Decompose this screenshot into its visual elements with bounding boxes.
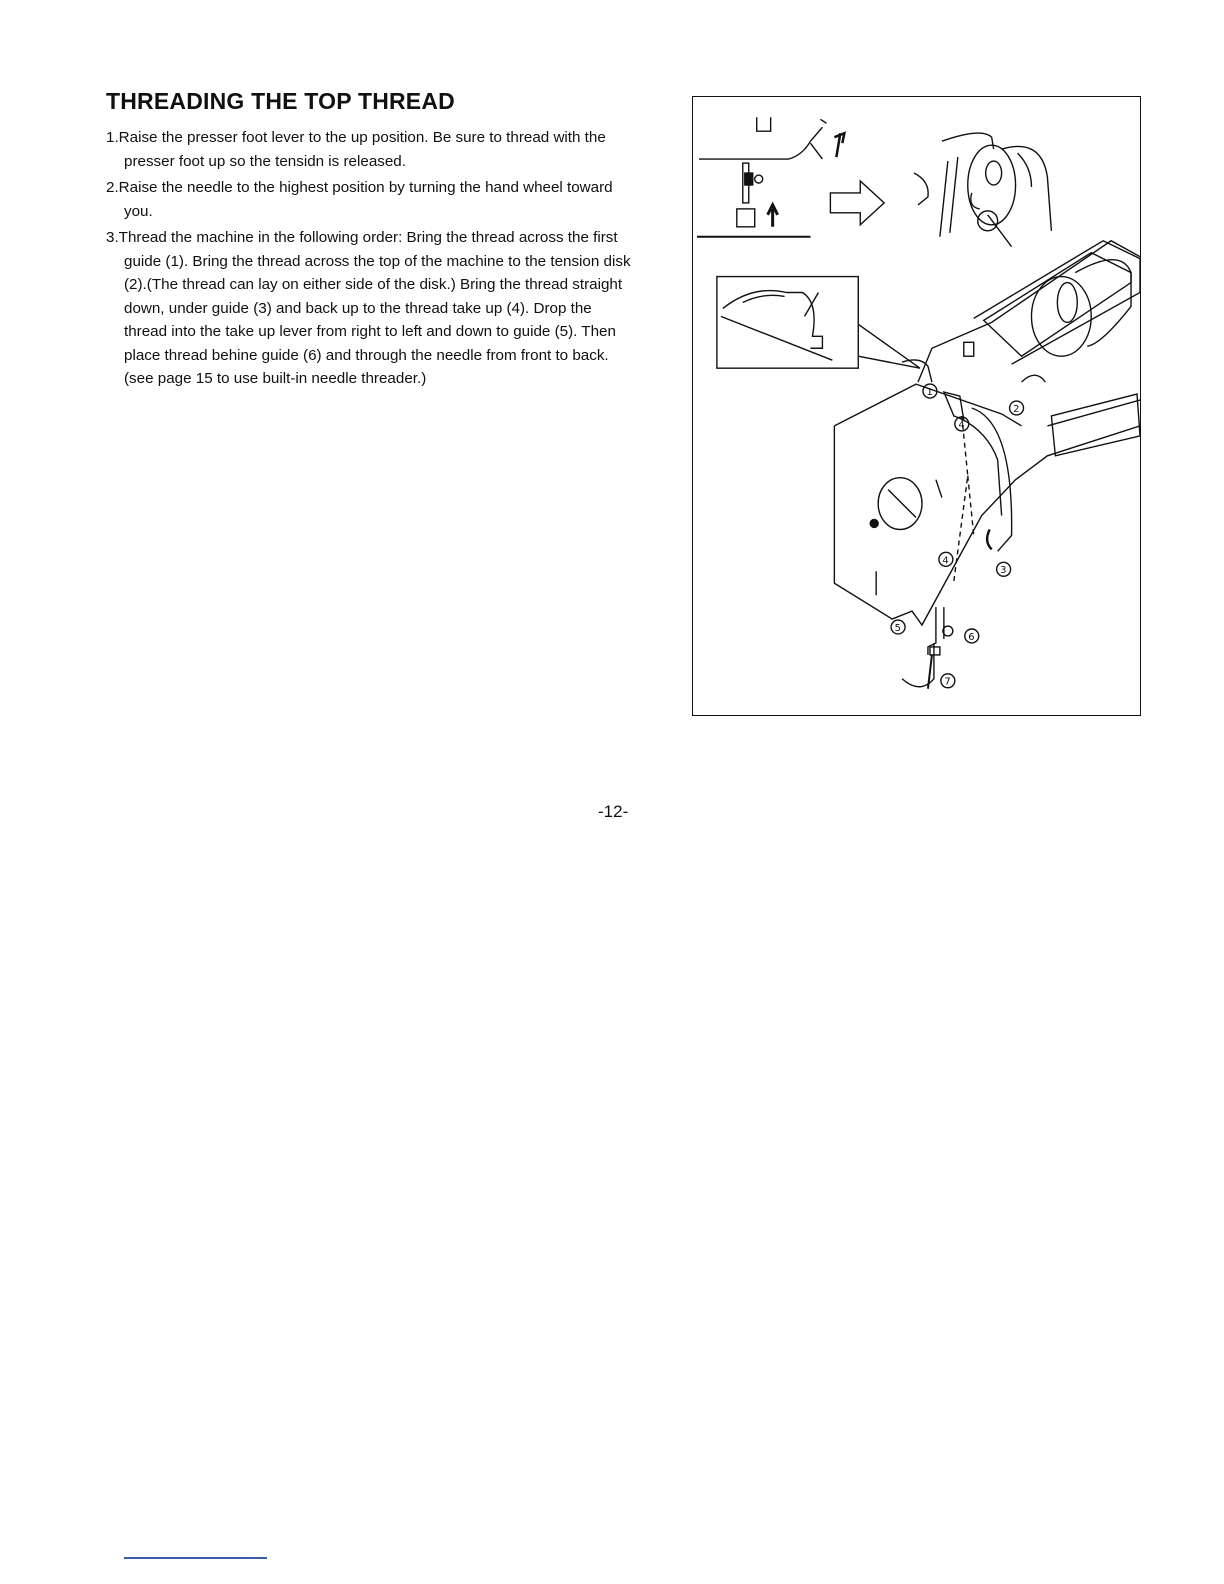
- step-3: 3.Thread the machine in the following order: Bring the thread across the first guide (1). Bring the thread across the top of the machine to the tension disk (2).(The thread can lay on either side of the disk.) Bring the thread straight down, under guide (3) and back up to the thread take up (4). Drop the thread into the take up lever from right to left and down to guide (5). Then place thread behine guide (6) and through the needle from front to back. (see page 15 to use built-in needle threader.): [106, 229, 631, 387]
- page-number: -12-: [598, 802, 629, 821]
- callout-label: 1: [926, 387, 933, 399]
- callout-label: 2: [1013, 403, 1020, 415]
- hand-wheel-drawing: [914, 133, 1051, 247]
- callout-label: 4: [942, 555, 949, 567]
- callout-label: 5: [894, 622, 901, 634]
- arrow-icon: [830, 181, 884, 225]
- callouts: [891, 384, 1023, 688]
- instruction-list: [106, 126, 636, 394]
- page-title: THREADING THE TOP THREAD: [106, 88, 455, 114]
- footer-rule: [124, 1557, 267, 1559]
- callout-label: 4: [958, 419, 965, 431]
- presser-foot-drawing: [697, 117, 844, 236]
- step-1: 1.Raise the presser foot lever to the up position. Be sure to thread with the presser foot up so the tensidn is released.: [106, 129, 606, 170]
- callout-label: 6: [968, 631, 975, 643]
- callout-label: 7: [944, 676, 951, 688]
- thread-guide-inset: [717, 277, 920, 369]
- step-2: 2.Raise the needle to the highest position by turning the hand wheel toward you.: [106, 179, 613, 220]
- machine-body: [834, 241, 1140, 689]
- threading-illustration: [692, 96, 1141, 716]
- callout-label: 3: [1000, 565, 1007, 577]
